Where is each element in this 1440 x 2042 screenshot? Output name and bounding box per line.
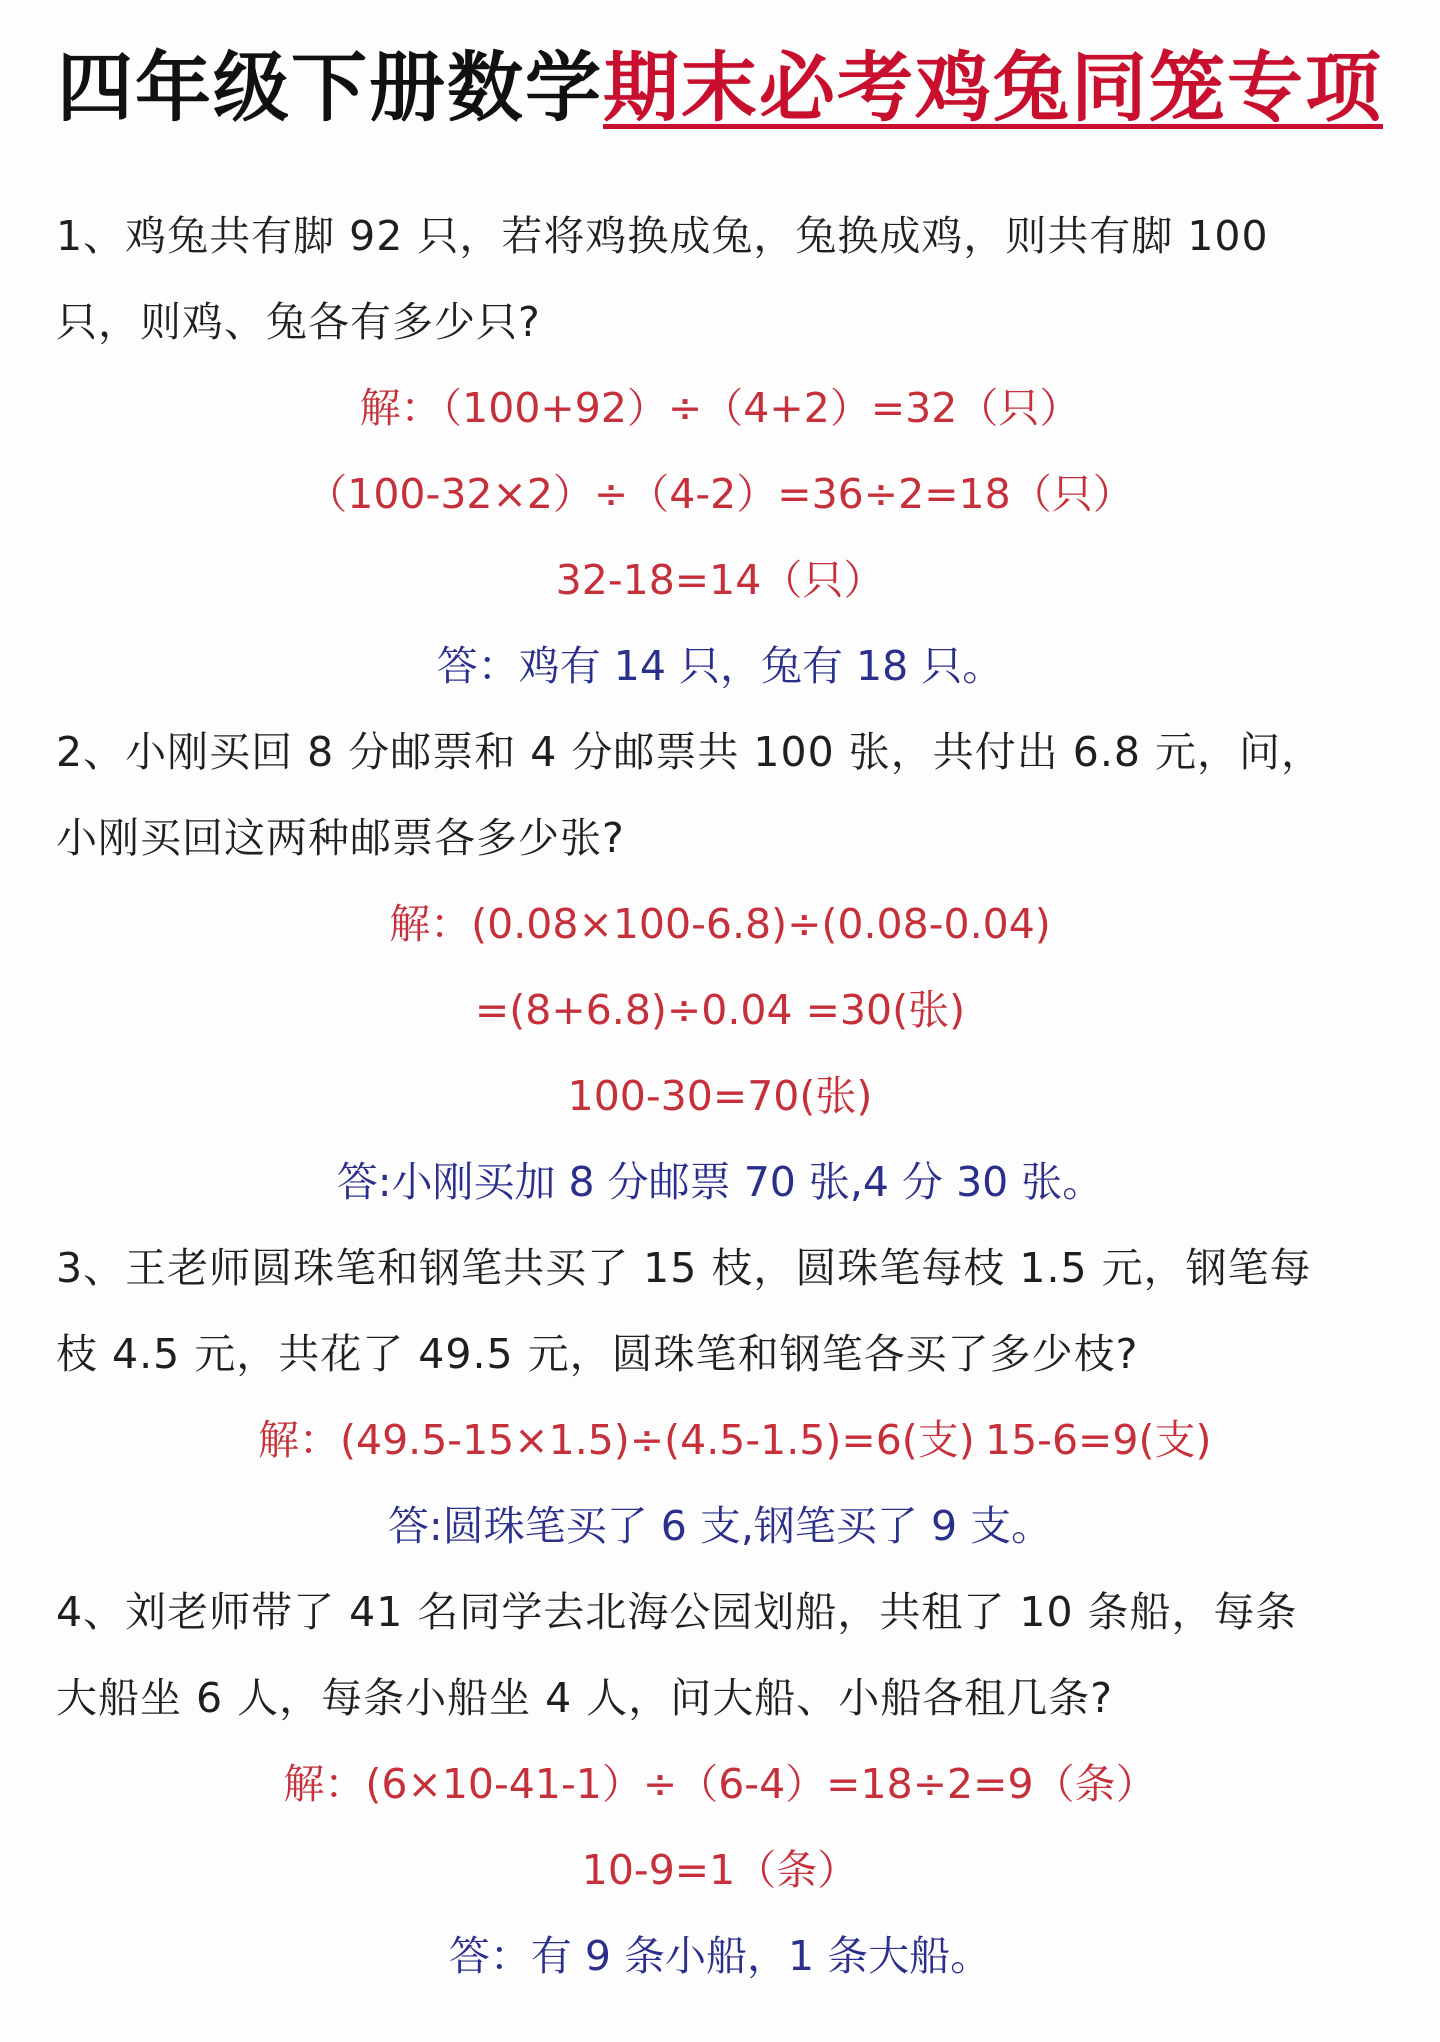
problem-3-question-line-2: 枝 4.5 元，共花了 49.5 元，圆珠笔和钢笔各买了多少枝? (56, 1330, 1139, 1378)
problem-3-question-line-1: 3、王老师圆珠笔和钢笔共买了 15 枝，圆珠笔每枝 1.5 元，钢笔每 (56, 1244, 1312, 1292)
problem-4-answer: 答：有 9 条小船，1 条大船。 (448, 1932, 992, 1980)
problem-1-answer: 答：鸡有 14 只，兔有 18 只。 (436, 642, 1004, 690)
problem-2-solution-line-3: 100-30=70(张) (567, 1072, 873, 1120)
problem-4-question-line-2: 大船坐 6 人，每条小船坐 4 人，问大船、小船各租几条? (56, 1674, 1114, 1722)
problem-2-answer: 答:小刚买加 8 分邮票 70 张,4 分 30 张。 (336, 1158, 1104, 1206)
problem-2-question-line-2: 小刚买回这两种邮票各多少张? (56, 814, 625, 862)
problem-3-answer: 答:圆珠笔买了 6 支,钢笔买了 9 支。 (387, 1502, 1053, 1550)
title-topic: 期末必考鸡兔同笼专项 (603, 43, 1383, 132)
problem-4-solution-line-1: 解：(6×10-41-1）÷（6-4）=18÷2=9（条） (283, 1760, 1157, 1808)
problem-1-solution-line-1: 解：（100+92）÷（4+2）=32（只） (359, 384, 1081, 432)
problem-2-solution-line-2: =(8+6.8)÷0.04 =30(张) (474, 986, 966, 1034)
page-title (0, 38, 1440, 138)
problem-1-solution-line-3: 32-18=14（只） (555, 556, 885, 604)
title-grade: 四年级下册数学 (57, 43, 603, 132)
problem-1-solution-line-2: （100-32×2）÷（4-2）=36÷2=18（只） (306, 470, 1134, 518)
problem-3-solution-line-1: 解：(49.5-15×1.5)÷(4.5-1.5)=6(支) (258, 1416, 975, 1464)
problem-2-solution-line-1: 解：(0.08×100-6.8)÷(0.08-0.04) (389, 900, 1051, 948)
problem-4-question-line-1: 4、刘老师带了 41 名同学去北海公园划船，共租了 10 条船，每条 (56, 1588, 1298, 1636)
problem-1-question-line-2: 只，则鸡、兔各有多少只? (56, 298, 541, 346)
problem-3-solution-line-2: 15-6=9(支) (985, 1416, 1212, 1464)
problem-4-solution-line-2: 10-9=1（条） (581, 1846, 859, 1894)
problem-2-question-line-1: 2、小刚买回 8 分邮票和 4 分邮票共 100 张，共付出 6.8 元，问， (56, 728, 1323, 776)
problem-1-question-line-1: 1、鸡兔共有脚 92 只，若将鸡换成兔，兔换成鸡，则共有脚 100 (56, 212, 1269, 260)
